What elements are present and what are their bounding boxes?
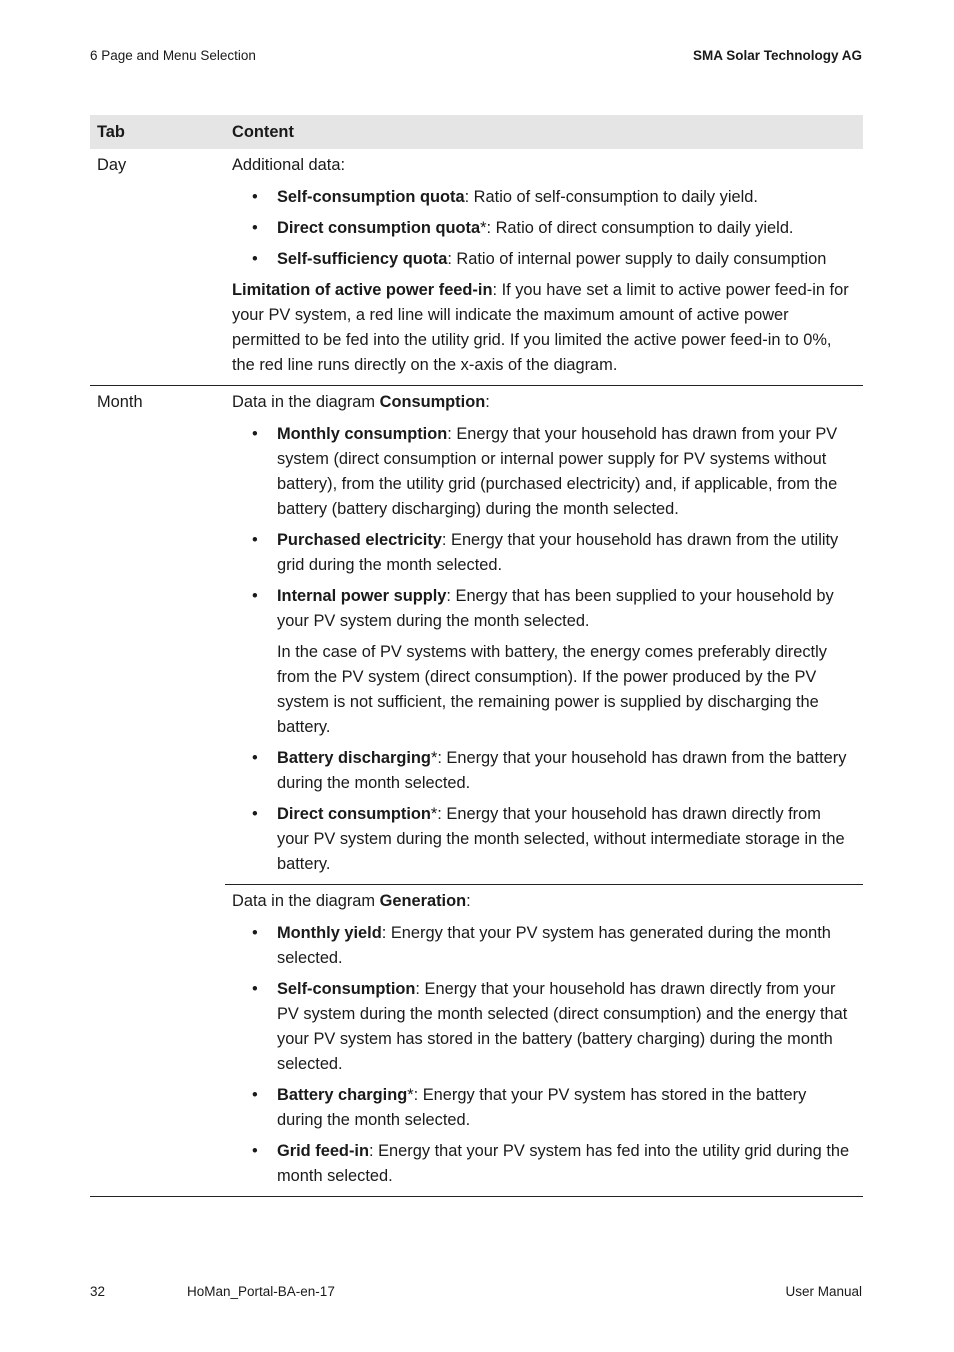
bullet-text: : Energy that your PV system has generated during the month selected. bbox=[277, 924, 831, 967]
bullet-term: Self-consumption quota bbox=[277, 188, 465, 206]
bullet-star: * bbox=[407, 1086, 414, 1104]
document-type: User Manual bbox=[785, 1284, 862, 1299]
list-item bbox=[277, 746, 853, 796]
bullet-term: Monthly consumption bbox=[277, 425, 448, 443]
bullet-star: * bbox=[430, 749, 438, 767]
generation-bullet-list bbox=[232, 921, 853, 1189]
day-intro: Additional data: bbox=[232, 156, 345, 174]
list-item bbox=[277, 216, 853, 241]
bullet-term: Battery discharging bbox=[277, 749, 431, 767]
table-row-day bbox=[90, 149, 863, 386]
day-bullet-list bbox=[232, 185, 853, 272]
consumption-intro bbox=[232, 390, 853, 415]
tab-name-day: Day bbox=[97, 156, 127, 174]
list-item bbox=[277, 247, 853, 272]
bullet-text: : Energy that your household has drawn directly from your PV system during the month selected, without intermediate storage in the battery. bbox=[277, 805, 845, 873]
diagram-name: Consumption bbox=[379, 393, 486, 411]
limitation-term: Limitation of active power feed-in bbox=[232, 281, 493, 299]
bullet-text: : Ratio of self-consumption to daily yield. bbox=[464, 188, 758, 206]
bullet-term: Direct consumption bbox=[277, 805, 431, 823]
bullet-term: Direct consumption quota bbox=[277, 219, 481, 237]
list-item bbox=[277, 422, 853, 522]
column-header-content: Content bbox=[232, 122, 294, 141]
bullet-term: Self-consumption bbox=[277, 980, 416, 998]
table-row-month bbox=[90, 386, 863, 1197]
document-id: HoMan_Portal-BA-en-17 bbox=[187, 1284, 335, 1299]
consumption-block bbox=[225, 386, 863, 885]
generation-block bbox=[225, 885, 863, 1196]
bullet-text: : Energy that has been supplied to your household by your PV system during the month selected. bbox=[277, 587, 834, 630]
list-item bbox=[277, 802, 853, 877]
consumption-bullet-list bbox=[232, 422, 853, 634]
bullet-text: : Energy that your PV system has stored in the battery during the month selected. bbox=[277, 1086, 807, 1129]
tab-content-table bbox=[90, 115, 863, 1197]
bullet-term: Grid feed-in bbox=[277, 1142, 369, 1160]
page-number: 32 bbox=[90, 1284, 106, 1299]
bullet-term: Internal power supply bbox=[277, 587, 447, 605]
limitation-text: : If you have set a limit to active power feed-in for your PV system, a red line will indicate the maximum amount of active power permitted to be fed into the utility grid. If you limited the active power feed-in to 0%, the red line runs directly on the x-axis of the diagram. bbox=[232, 281, 849, 374]
month-content bbox=[225, 386, 863, 1196]
battery-note: In the case of PV systems with battery, the energy comes preferably directly from the PV system (direct consumption). If the power produced by the PV system is not sufficient, the remaining power is supplied by discharging the battery. bbox=[277, 643, 827, 736]
bullet-star: * bbox=[430, 805, 438, 823]
tab-name-month: Month bbox=[97, 393, 143, 411]
limitation-paragraph bbox=[232, 278, 853, 378]
intro-suffix: : bbox=[485, 393, 490, 411]
day-content bbox=[225, 149, 863, 385]
generation-intro bbox=[232, 889, 853, 914]
bullet-term: Purchased electricity bbox=[277, 531, 442, 549]
bullet-text: : Energy that your household has drawn from the utility grid during the month selected. bbox=[277, 531, 839, 574]
column-header-tab: Tab bbox=[97, 122, 125, 141]
bullet-star: * bbox=[480, 219, 487, 237]
header-company: SMA Solar Technology AG bbox=[692, 48, 862, 63]
intro-suffix: : bbox=[466, 892, 471, 910]
bullet-term: Battery charging bbox=[277, 1086, 408, 1104]
intro-prefix: Data in the diagram bbox=[232, 393, 380, 411]
day-block bbox=[225, 149, 863, 385]
list-item bbox=[277, 977, 853, 1077]
bullet-text: : Energy that your PV system has fed into the utility grid during the month selected. bbox=[277, 1142, 850, 1185]
list-item bbox=[277, 1139, 853, 1189]
bullet-text: : Ratio of internal power supply to daily consumption bbox=[447, 250, 827, 268]
bullet-text: : Energy that your household has drawn from the battery during the month selected. bbox=[277, 749, 847, 792]
list-item bbox=[277, 185, 853, 210]
list-item bbox=[277, 528, 853, 578]
list-item bbox=[277, 921, 853, 971]
diagram-name: Generation bbox=[379, 892, 467, 910]
list-item bbox=[277, 1083, 853, 1133]
bullet-text: : Ratio of direct consumption to daily yield. bbox=[486, 219, 794, 237]
intro-prefix: Data in the diagram bbox=[232, 892, 380, 910]
header-section: 6 Page and Menu Selection bbox=[90, 48, 256, 63]
list-item bbox=[277, 584, 853, 634]
consumption-bullet-list-2 bbox=[232, 746, 853, 877]
bullet-term: Monthly yield bbox=[277, 924, 382, 942]
bullet-term: Self-sufficiency quota bbox=[277, 250, 448, 268]
table-header bbox=[90, 115, 863, 149]
bullet-text: : Energy that your household has drawn directly from your PV system during the month selected (direct consumption) and the energy that your PV system has stored in the battery (battery charging) during the month selected. bbox=[277, 980, 848, 1073]
bullet-text: : Energy that your household has drawn from your PV system (direct consumption or internal power supply for PV systems without battery), from the utility grid (purchased electricity) and, if applicable, from the battery (battery discharging) during the month selected. bbox=[277, 425, 838, 518]
